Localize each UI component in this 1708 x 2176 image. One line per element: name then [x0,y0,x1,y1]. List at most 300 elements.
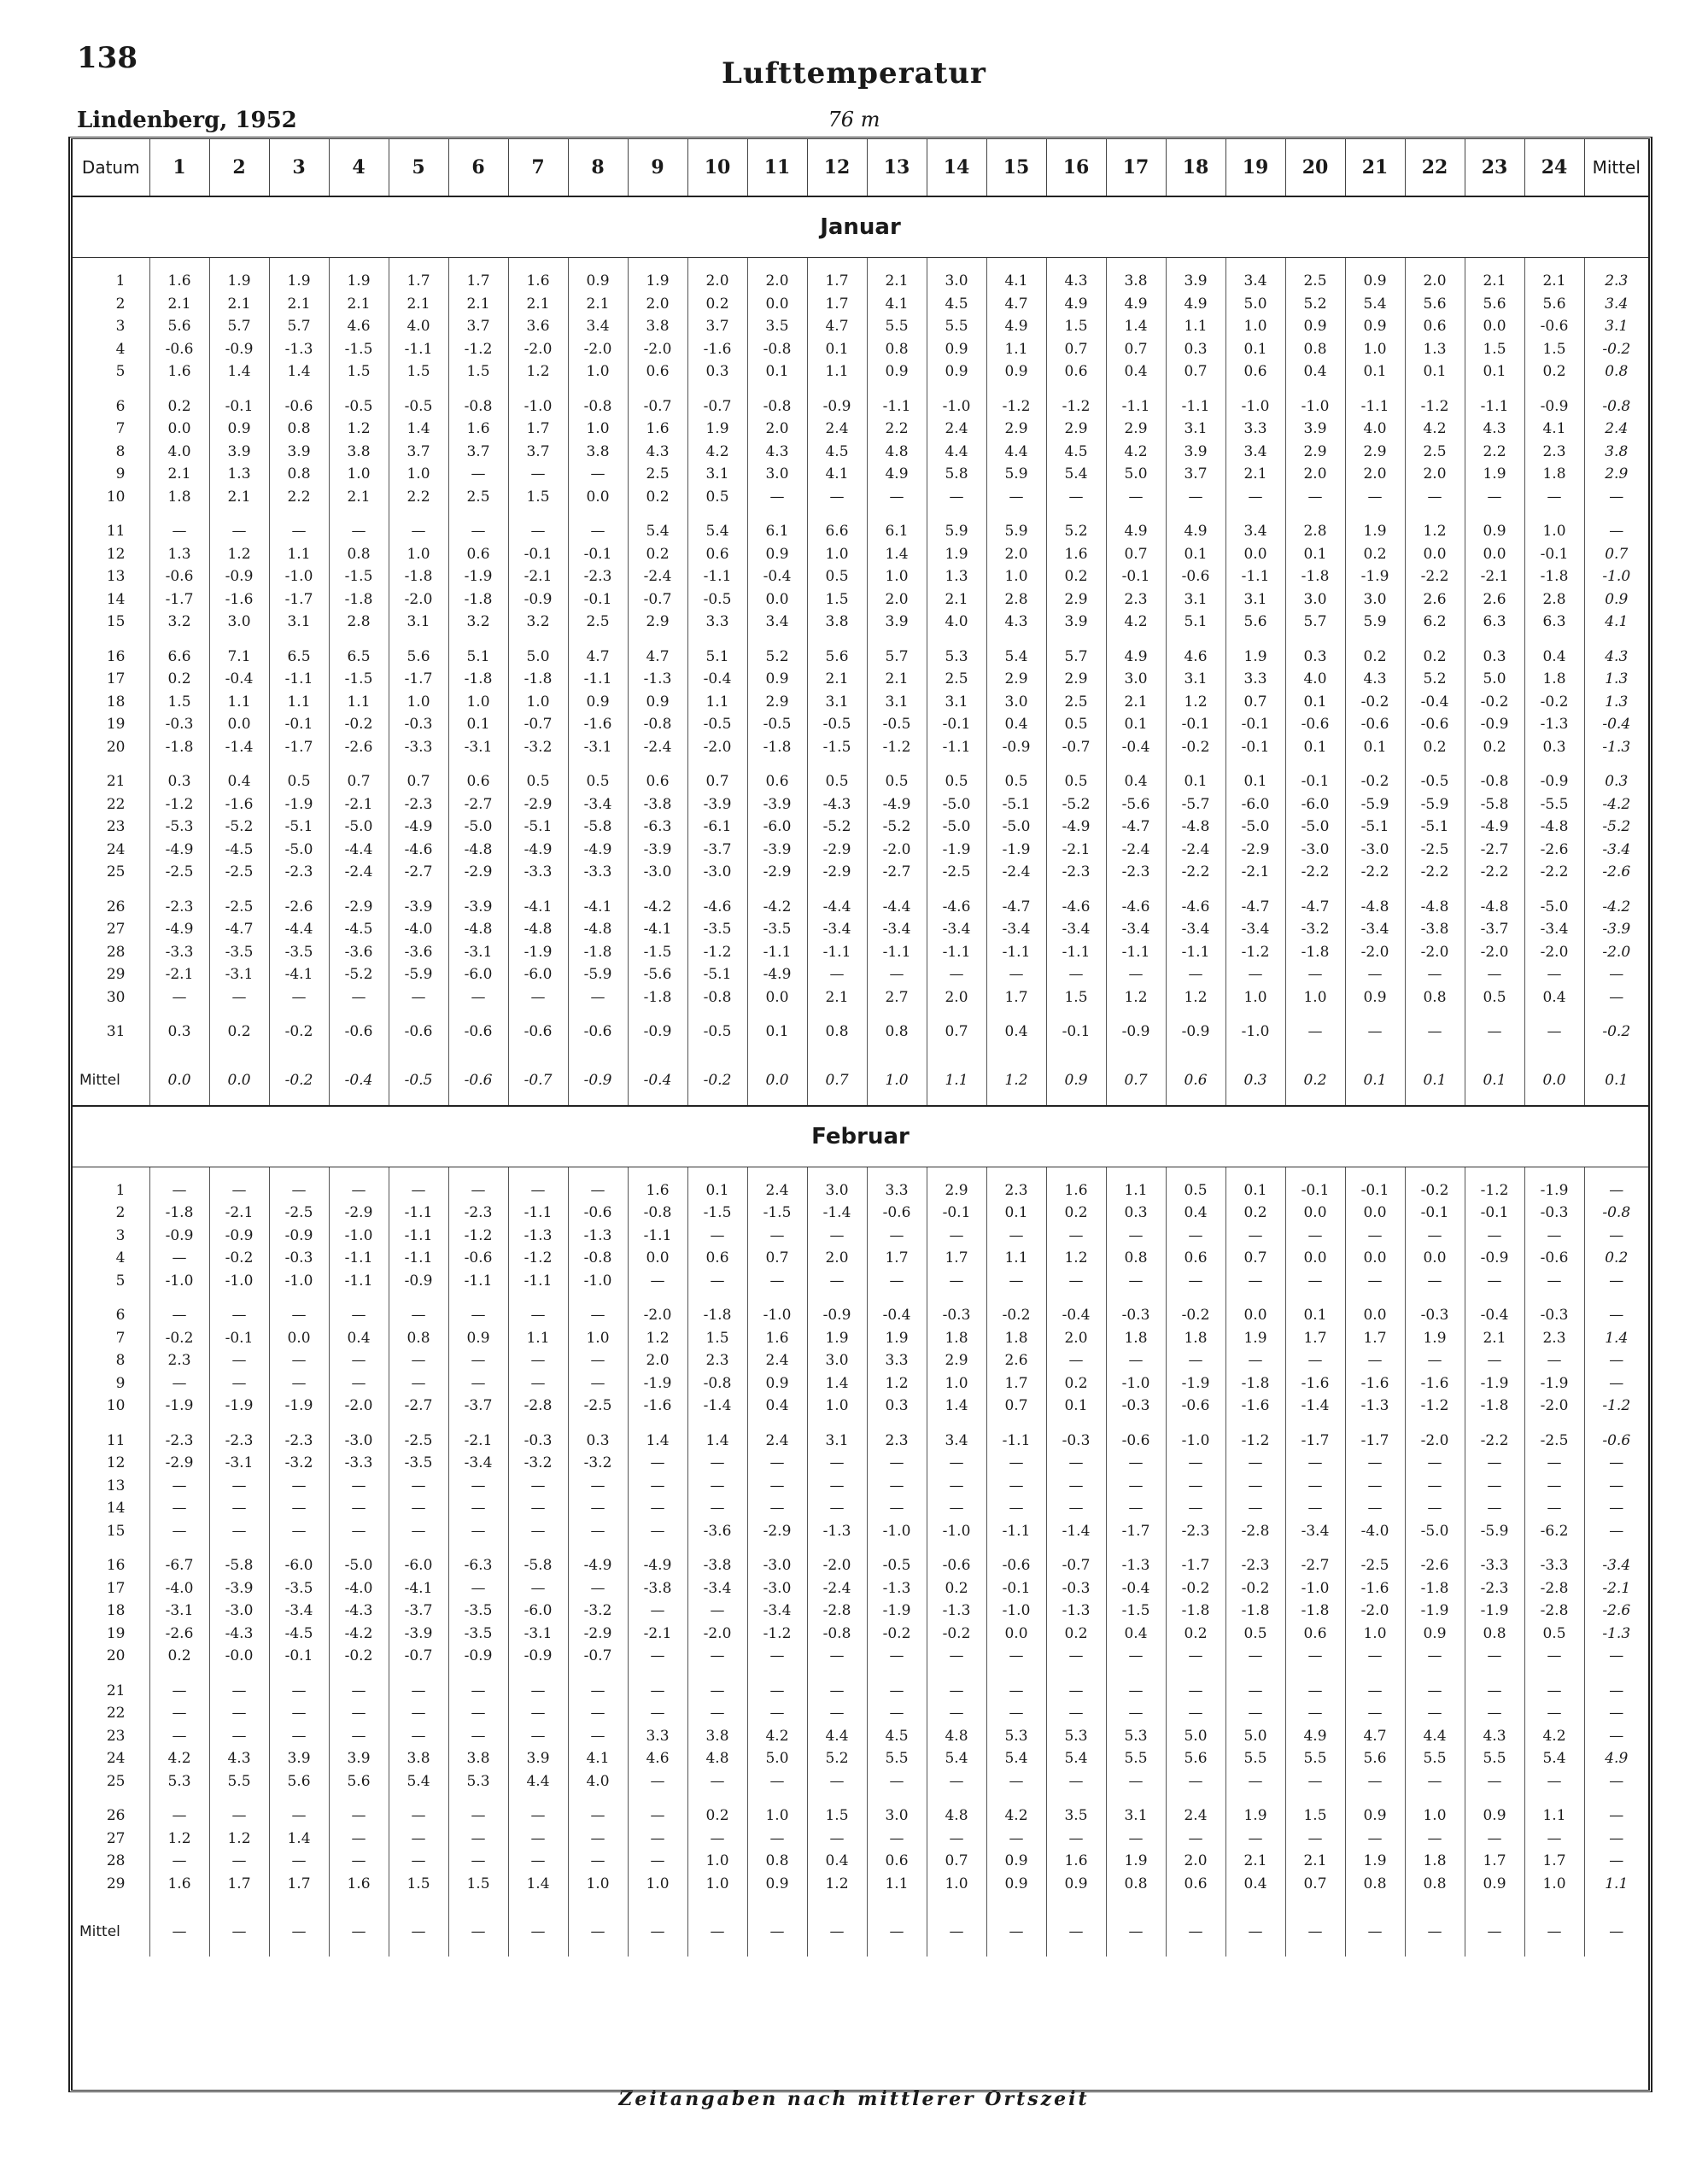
temperature-cell: -1.3 [807,1520,867,1543]
temperature-cell: -2.6 [329,736,389,759]
temperature-cell: — [628,1520,687,1543]
temperature-cell: 0.2 [628,486,687,509]
temperature-cell: 0.5 [1046,770,1106,793]
temperature-cell: 0.9 [1465,1805,1524,1828]
temperature-cell: -3.4 [747,1600,807,1623]
temperature-cell: -4.8 [1345,896,1405,919]
temperature-cell: — [1046,1349,1106,1372]
temperature-cell: 5.9 [986,463,1046,486]
temperature-cell: — [687,1497,747,1520]
spacer-row [73,1044,1648,1056]
temperature-cell: 0.2 [1345,646,1405,669]
temperature-cell: -0.5 [807,713,867,736]
temperature-cell: -0.1 [209,1327,269,1350]
hourly-mean-cell: — [687,1907,747,1957]
temperature-cell: -2.2 [1166,861,1225,884]
temperature-cell: -2.0 [1405,1430,1465,1453]
temperature-cell: 0.5 [867,770,927,793]
temperature-cell: -1.2 [1225,1430,1285,1453]
temperature-cell: 5.0 [1166,1725,1225,1748]
temperature-cell: -4.9 [568,839,628,862]
temperature-cell: 0.1 [1285,543,1345,566]
temperature-cell: -0.6 [568,1202,628,1225]
temperature-cell: 1.5 [1285,1805,1345,1828]
temperature-cell: -1.8 [1225,1372,1285,1395]
temperature-cell: 3.1 [269,611,329,634]
temperature-cell: 5.3 [149,1770,209,1793]
temperature-cell: 2.1 [867,270,927,293]
temperature-cell: -0.3 [508,1430,568,1453]
temperature-cell: 0.3 [568,1430,628,1453]
temperature-cell: -5.5 [1524,793,1584,816]
temperature-cell: — [508,1850,568,1873]
temperature-cell: 2.1 [807,986,867,1009]
mean-cell: — [1609,1705,1624,1723]
temperature-cell: -5.1 [1405,816,1465,839]
temperature-cell: — [1465,1702,1524,1725]
temperature-cell: — [568,1680,628,1703]
hourly-mean-cell: 0.6 [1166,1056,1225,1106]
temperature-cell: -0.1 [1405,1202,1465,1225]
temperature-cell: 0.2 [1046,565,1106,588]
temperature-cell: -2.0 [687,1623,747,1646]
temperature-cell: — [628,1770,687,1793]
spacer-row [73,1668,1648,1680]
date-cell: 27 [73,1828,149,1851]
temperature-cell: -5.1 [1345,816,1405,839]
table-row [73,668,1648,691]
temperature-cell: 5.0 [1106,463,1166,486]
temperature-cell: 0.7 [747,1247,807,1270]
temperature-cell: -4.6 [687,896,747,919]
temperature-cell: -1.3 [269,338,329,361]
mean-cell: -0.6 [1602,1431,1631,1449]
temperature-cell: 5.1 [687,646,747,669]
temperature-cell: -0.9 [1524,395,1584,418]
temperature-cell: — [986,1645,1046,1668]
temperature-cell: 0.7 [1106,543,1166,566]
temperature-cell: — [1465,1225,1524,1248]
temperature-cell: 1.0 [687,1873,747,1896]
temperature-cell: -0.3 [1405,1304,1465,1327]
temperature-cell: 0.1 [1285,691,1345,714]
temperature-cell: 1.9 [1106,1850,1166,1873]
temperature-cell: -0.9 [389,1270,448,1293]
temperature-cell: — [329,1520,389,1543]
temperature-cell: — [1405,963,1465,986]
temperature-cell: — [747,486,807,509]
temperature-cell: 3.3 [1225,668,1285,691]
temperature-cell: — [628,1497,687,1520]
temperature-cell: 5.4 [687,520,747,543]
temperature-cell: — [687,1702,747,1725]
mean-cell: -5.2 [1602,818,1631,836]
temperature-cell: 1.5 [807,1805,867,1828]
temperature-cell: 1.9 [1225,646,1285,669]
temperature-cell: -0.3 [1524,1304,1584,1327]
temperature-cell: 1.2 [149,1828,209,1851]
temperature-cell: -2.6 [149,1623,209,1646]
temperature-cell: -2.1 [448,1430,508,1453]
temperature-cell: 1.8 [1405,1850,1465,1873]
temperature-cell: — [329,1702,389,1725]
temperature-cell: -0.9 [1166,1021,1225,1044]
temperature-cell: 3.1 [687,463,747,486]
column-header: 21 [1345,139,1405,196]
temperature-cell: -1.0 [1106,1372,1166,1395]
temperature-cell: -2.2 [1465,861,1524,884]
temperature-cell: -2.9 [329,1202,389,1225]
temperature-cell: 4.9 [986,315,1046,338]
temperature-cell: 1.7 [269,1873,329,1896]
temperature-cell: 3.7 [389,441,448,464]
temperature-cell: — [1405,1680,1465,1703]
date-cell: 7 [73,1327,149,1350]
temperature-cell: — [1225,486,1285,509]
temperature-cell: — [1046,963,1106,986]
temperature-cell: — [389,1725,448,1748]
temperature-cell: -2.8 [807,1600,867,1623]
temperature-cell: -0.1 [1524,543,1584,566]
temperature-cell: -1.8 [1465,1395,1524,1418]
temperature-cell: -3.0 [747,1554,807,1577]
table-row [73,1225,1648,1248]
temperature-cell: -3.4 [1106,918,1166,941]
temperature-cell: -0.5 [687,1021,747,1044]
temperature-cell: 0.4 [807,1850,867,1873]
temperature-cell: 1.0 [389,543,448,566]
hourly-mean-cell: 0.1 [1405,1056,1465,1106]
temperature-cell: -3.4 [807,918,867,941]
temperature-cell: -3.1 [149,1600,209,1623]
temperature-cell: 0.0 [1405,543,1465,566]
table-row [73,1202,1648,1225]
temperature-cell: — [149,1304,209,1327]
hourly-mean-cell: -0.6 [448,1056,508,1106]
temperature-cell: 1.9 [209,270,269,293]
mean-cell: -2.0 [1602,943,1631,961]
temperature-cell: -2.4 [1166,839,1225,862]
temperature-cell: 0.6 [1225,360,1285,383]
temperature-cell: 0.2 [1046,1623,1106,1646]
temperature-cell: — [389,1520,448,1543]
mean-cell: — [1609,1226,1624,1244]
temperature-cell: 0.6 [1166,1873,1225,1896]
temperature-cell: — [1465,1770,1524,1793]
temperature-cell: 2.9 [747,691,807,714]
date-cell: 15 [73,1520,149,1543]
temperature-cell: 0.3 [1166,338,1225,361]
temperature-cell: -2.3 [149,1430,209,1453]
temperature-cell: -4.1 [389,1577,448,1600]
table-row [73,543,1648,566]
temperature-cell: -3.3 [329,1452,389,1475]
mean-cell: 0.2 [1605,1249,1629,1267]
temperature-cell: 2.1 [269,293,329,316]
temperature-cell: 1.2 [1046,1247,1106,1270]
temperature-cell: -0.2 [329,713,389,736]
temperature-cell: — [1285,1702,1345,1725]
temperature-cell: -2.5 [1405,839,1465,862]
temperature-cell: -0.2 [1166,736,1225,759]
temperature-cell: -0.4 [1465,1304,1524,1327]
temperature-cell: — [329,1475,389,1498]
temperature-cell: 0.9 [747,1873,807,1896]
temperature-cell: -1.0 [149,1270,209,1293]
temperature-cell: -6.1 [687,816,747,839]
date-cell: 25 [73,1770,149,1793]
temperature-cell: -0.4 [687,668,747,691]
temperature-cell: -3.2 [568,1600,628,1623]
temperature-cell: 2.4 [807,418,867,441]
temperature-cell: -1.7 [389,668,448,691]
temperature-cell: 0.9 [568,270,628,293]
hourly-mean-cell: 0.0 [747,1056,807,1106]
temperature-cell: 2.0 [807,1247,867,1270]
temperature-cell: — [568,1349,628,1372]
temperature-cell: 1.4 [867,543,927,566]
mean-cell: -1.3 [1602,738,1631,756]
temperature-cell: — [149,1702,209,1725]
temperature-cell: 0.9 [867,360,927,383]
date-cell: 26 [73,1805,149,1828]
temperature-cell: 1.6 [628,418,687,441]
temperature-cell: -0.4 [1106,1577,1166,1600]
temperature-cell: -0.9 [807,395,867,418]
hourly-mean-cell: — [1166,1907,1225,1957]
temperature-cell: -0.2 [1345,691,1405,714]
date-cell: 1 [73,270,149,293]
temperature-cell: -5.6 [1106,793,1166,816]
temperature-cell: -0.7 [508,713,568,736]
temperature-cell: — [389,1349,448,1372]
temperature-cell: -1.8 [1166,1600,1225,1623]
temperature-cell: 0.2 [927,1577,986,1600]
date-cell: 8 [73,441,149,464]
mean-cell: 3.8 [1605,442,1629,460]
table-row [73,1873,1648,1896]
temperature-cell: -1.1 [1166,395,1225,418]
temperature-cell: 0.6 [867,1850,927,1873]
temperature-cell: 1.8 [1106,1327,1166,1350]
mean-cell: -0.4 [1602,716,1631,734]
temperature-cell: — [1046,486,1106,509]
date-cell: 16 [73,646,149,669]
temperature-cell: 5.5 [1285,1747,1345,1770]
temperature-cell: — [209,1349,269,1372]
temperature-cell: — [269,1304,329,1327]
temperature-cell: -4.0 [389,918,448,941]
temperature-cell: 6.6 [149,646,209,669]
temperature-cell: -0.9 [448,1645,508,1668]
temperature-cell: -3.2 [508,736,568,759]
temperature-cell: 0.8 [269,418,329,441]
temperature-cell: 5.0 [1225,293,1285,316]
temperature-cell: — [1225,1452,1285,1475]
date-cell: 1 [73,1179,149,1202]
temperature-cell: — [1166,1702,1225,1725]
temperature-cell: 2.6 [1465,588,1524,611]
temperature-cell: — [149,1680,209,1703]
temperature-cell: -3.4 [448,1452,508,1475]
temperature-cell: -2.2 [1465,1430,1524,1453]
temperature-cell: — [149,986,209,1009]
temperature-cell: -0.1 [1106,565,1166,588]
temperature-cell: 0.0 [747,986,807,1009]
temperature-cell: 3.3 [867,1179,927,1202]
column-header: 23 [1465,139,1524,196]
temperature-cell: 2.5 [568,611,628,634]
temperature-cell: -4.8 [568,918,628,941]
temperature-cell: 1.9 [329,270,389,293]
temperature-cell: -2.9 [508,793,568,816]
temperature-cell: -6.3 [448,1554,508,1577]
page-title: Lufttemperatur [722,56,986,91]
temperature-cell: — [927,1225,986,1248]
date-cell: 28 [73,941,149,964]
temperature-cell: 3.7 [448,315,508,338]
temperature-cell: — [1345,1770,1405,1793]
temperature-cell: -0.8 [628,713,687,736]
temperature-cell: 2.1 [149,293,209,316]
temperature-cell: — [1465,1452,1524,1475]
column-header: 15 [986,139,1046,196]
temperature-cell: 0.2 [149,1645,209,1668]
temperature-cell: -1.9 [269,793,329,816]
temperature-cell: -1.4 [1285,1395,1345,1418]
temperature-cell: -4.6 [1046,896,1106,919]
temperature-cell: 0.0 [1285,1247,1345,1270]
temperature-cell: 0.3 [867,1395,927,1418]
temperature-cell: — [747,1702,807,1725]
temperature-cell: — [1285,1349,1345,1372]
temperature-cell: -3.1 [448,736,508,759]
temperature-cell: — [329,520,389,543]
temperature-cell: -2.0 [389,588,448,611]
temperature-cell: -1.2 [508,1247,568,1270]
temperature-cell: -2.8 [1524,1600,1584,1623]
temperature-cell: -0.1 [986,1577,1046,1600]
temperature-cell: -1.5 [628,941,687,964]
temperature-cell: 1.2 [329,418,389,441]
table-row [73,816,1648,839]
date-cell: 25 [73,861,149,884]
temperature-cell: -4.4 [807,896,867,919]
temperature-cell: 1.9 [269,270,329,293]
temperature-cell: -4.8 [1166,816,1225,839]
temperature-cell: 1.8 [986,1327,1046,1350]
date-cell: 22 [73,793,149,816]
temperature-cell: 5.4 [1524,1747,1584,1770]
mean-cell: — [1609,1829,1624,1847]
temperature-cell: -0.1 [1285,1179,1345,1202]
temperature-cell: -0.8 [747,338,807,361]
temperature-cell: 1.4 [687,1430,747,1453]
temperature-cell: 1.0 [329,463,389,486]
temperature-cell: -1.8 [1285,1600,1345,1623]
temperature-cell: 0.5 [568,770,628,793]
temperature-cell: -0.9 [986,736,1046,759]
temperature-cell: 1.0 [1285,986,1345,1009]
temperature-cell: 2.5 [1405,441,1465,464]
temperature-cell: 2.6 [1405,588,1465,611]
temperature-cell: — [209,1497,269,1520]
mean-cell: — [1609,988,1624,1006]
temperature-cell: -0.1 [568,543,628,566]
temperature-cell: -0.4 [747,565,807,588]
temperature-cell: 6.1 [867,520,927,543]
temperature-cell: 1.9 [687,418,747,441]
temperature-cell: -4.8 [1405,896,1465,919]
temperature-cell: 0.0 [747,293,807,316]
temperature-cell: 4.9 [1106,520,1166,543]
temperature-cell: -0.3 [1046,1577,1106,1600]
temperature-cell: 2.0 [687,270,747,293]
temperature-cell: -0.9 [209,1225,269,1248]
column-header: 8 [568,139,628,196]
temperature-cell: -1.6 [687,338,747,361]
temperature-cell: 3.8 [329,441,389,464]
temperature-cell: 1.7 [448,270,508,293]
temperature-cell: — [1524,963,1584,986]
temperature-cell: — [986,1270,1046,1293]
date-cell: 14 [73,1497,149,1520]
temperature-cell: 0.1 [747,1021,807,1044]
temperature-cell: — [628,1452,687,1475]
temperature-cell: -3.8 [687,1554,747,1577]
temperature-cell: -3.9 [209,1577,269,1600]
temperature-cell: -1.2 [1405,1395,1465,1418]
hourly-mean-cell: — [329,1907,389,1957]
temperature-cell: 0.1 [1106,713,1166,736]
temperature-cell: -0.9 [149,1225,209,1248]
temperature-cell: — [927,1680,986,1703]
temperature-cell: -0.2 [329,1645,389,1668]
temperature-cell: — [389,986,448,1009]
table-row [73,1430,1648,1453]
temperature-cell: 2.1 [209,293,269,316]
temperature-cell: -1.7 [149,588,209,611]
temperature-cell: -2.7 [867,861,927,884]
temperature-cell: -4.7 [986,896,1046,919]
temperature-cell: — [867,1645,927,1668]
temperature-cell: — [329,1850,389,1873]
temperature-table [73,139,1648,1957]
temperature-cell: — [807,1475,867,1498]
temperature-cell: -0.6 [329,1021,389,1044]
hourly-mean-cell: 0.9 [1046,1056,1106,1106]
table-row [73,1247,1648,1270]
temperature-cell: — [209,1702,269,1725]
temperature-cell: 1.1 [1524,1805,1584,1828]
temperature-cell: 1.6 [1046,543,1106,566]
temperature-cell: 0.8 [1106,1247,1166,1270]
date-cell: 5 [73,360,149,383]
temperature-cell: — [1106,1702,1166,1725]
temperature-cell: 1.4 [389,418,448,441]
temperature-cell: 1.6 [1046,1179,1106,1202]
mean-cell: -3.4 [1602,1557,1631,1575]
temperature-cell: -0.7 [1046,1554,1106,1577]
date-cell: 30 [73,986,149,1009]
column-header: 1 [149,139,209,196]
temperature-cell: -5.0 [986,816,1046,839]
temperature-cell: 1.5 [1046,315,1106,338]
temperature-cell: -0.1 [508,543,568,566]
temperature-cell: — [687,1452,747,1475]
temperature-cell: -2.8 [1524,1577,1584,1600]
temperature-cell: — [1106,1270,1166,1293]
